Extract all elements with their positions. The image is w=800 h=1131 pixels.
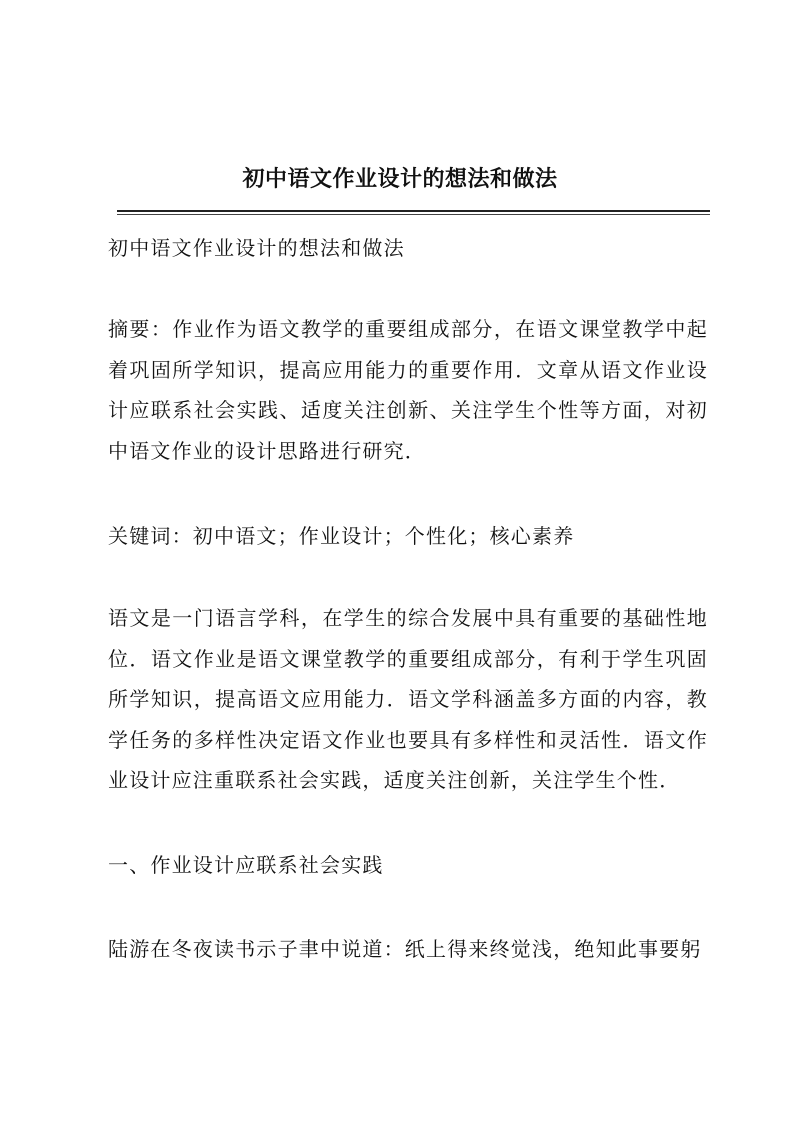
keywords-paragraph: 关键词：初中语文；作业设计；个性化；核心素养 [108,524,575,548]
section-heading: 一、作业设计应联系社会实践 [108,853,384,877]
document-title: 初中语文作业设计的想法和做法 [242,166,558,192]
body-paragraph: 陆游在冬夜读书示子聿中说道：纸上得来终觉浅，绝知此事要躬 [108,937,702,961]
intro-paragraph: 语文是一门语言学科，在学生的综合发展中具有重要的基础性地位．语文作业是语文课堂教学的重要组成部分，有利于学生巩固所学知识，提高语文应用能力．语文学科涵盖多方面的内容，教学任务的多样性决定语文作业也要具有多样性和灵活性．语文作业设计应注重联系社会实践，适度关注创新，关注学生个性． [108,606,708,792]
subtitle-paragraph: 初中语文作业设计的想法和做法 [108,236,405,260]
abstract-paragraph: 摘要：作业作为语文教学的重要组成部分，在语文课堂教学中起着巩固所学知识，提高应用能力的重要作用．文章从语文作业设计应联系社会实践、适度关注创新、关注学生个性等方面，对初中语文作业的设计思路进行研究． [108,317,708,463]
title-divider [117,210,710,212]
